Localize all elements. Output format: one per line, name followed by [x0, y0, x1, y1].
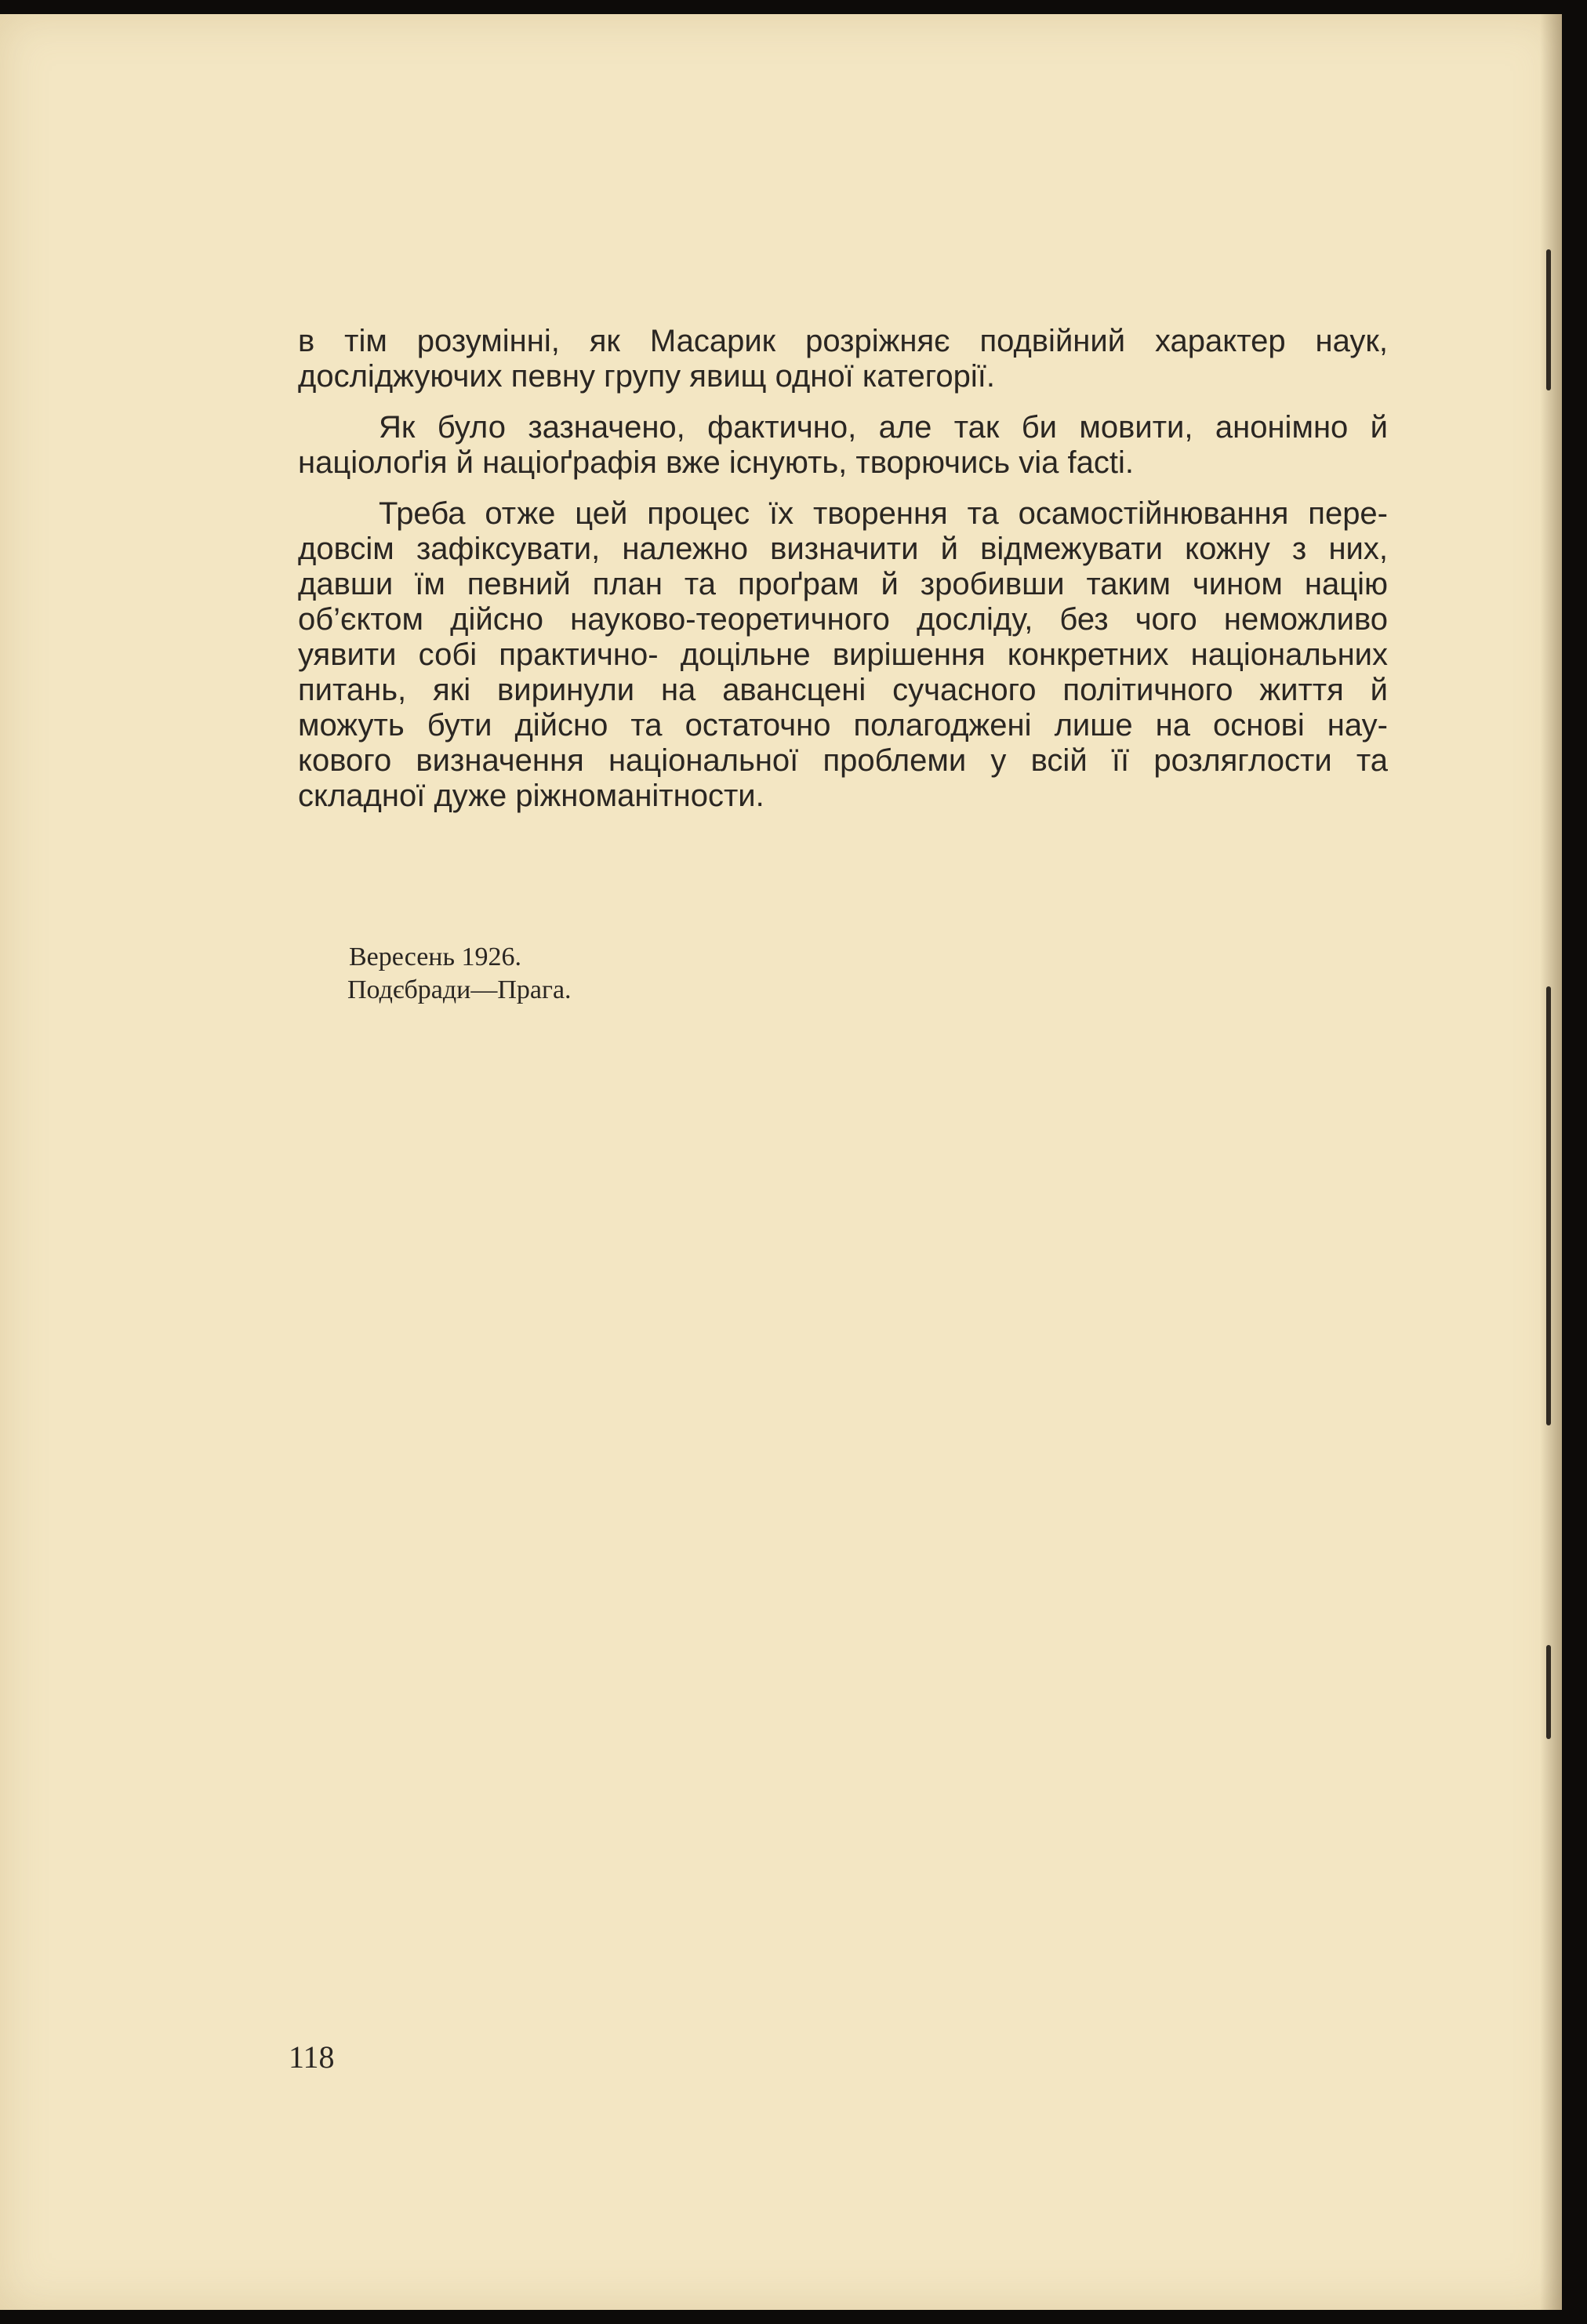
text-line: давши їм певний план та проґрам й зробивши таким чином націю	[298, 567, 1388, 601]
text-line: уявити собі практично- доцільне вирішення конкретних національних	[298, 637, 1388, 672]
text-line: Як було зазначено, фактично, але так би мовити, анонімно й	[379, 410, 1388, 445]
book-page	[0, 14, 1562, 2310]
page-edge-mark	[1546, 1645, 1551, 1739]
text-line: складної дуже ріжноманітности.	[298, 779, 764, 813]
text-line: довсім зафіксувати, належно визначити й відмежувати кожну з них,	[298, 532, 1388, 566]
text-line: досліджуючих певну групу явищ одної категорії.	[298, 359, 996, 394]
page-edge-mark	[1546, 249, 1551, 390]
text-line: кового визначення національної проблеми у всій її розляглости та	[298, 743, 1388, 778]
paragraph-3	[298, 496, 1388, 814]
text-line: Треба отже цей процес їх творення та осамостійнювання пере-	[379, 496, 1388, 531]
text-line: об’єктом дійсно науково-теоретичного досліду, без чого неможливо	[298, 602, 1388, 637]
signature-place: Подєбради—Прага.	[347, 975, 572, 1004]
signature-date: Вересень 1926.	[349, 942, 522, 971]
text-line: можуть бути дійсно та остаточно полагоджені лише на основі нау-	[298, 708, 1388, 743]
signature-block	[349, 941, 572, 1007]
paragraph-2	[298, 410, 1388, 481]
text-line: в тім розумінні, як Масарик розріжняє подвійний характер наук,	[298, 324, 1388, 358]
text-line: питань, які виринули на авансцені сучасного політичного життя й	[298, 673, 1388, 707]
main-text	[298, 324, 1388, 830]
page-edge-mark	[1546, 986, 1551, 1425]
page-number: 118	[289, 2039, 335, 2075]
paragraph-1	[298, 324, 1388, 394]
text-line: націолоґія й націоґрафія вже існують, творючись via facti.	[298, 445, 1134, 480]
